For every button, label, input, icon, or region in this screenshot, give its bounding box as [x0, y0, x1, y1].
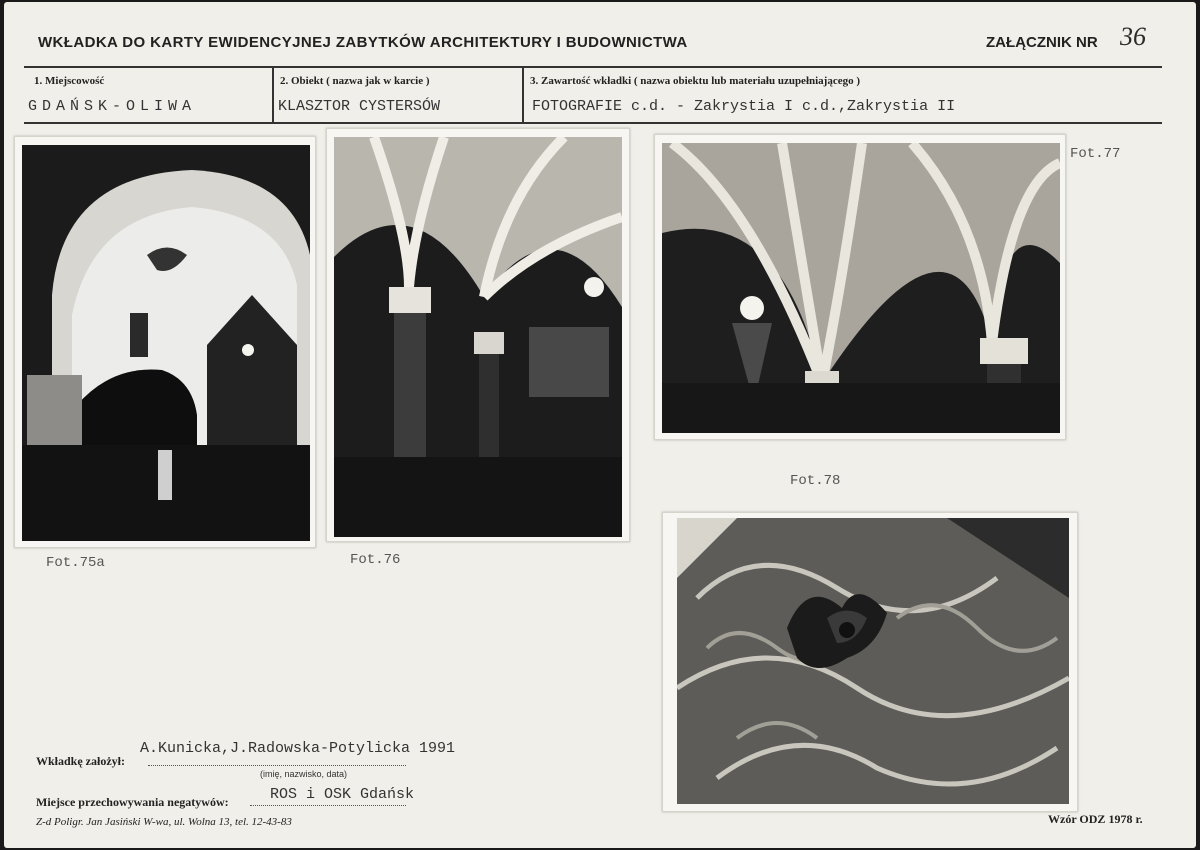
header-rule-bottom — [24, 122, 1162, 124]
record-sheet — [4, 2, 1196, 848]
storage-dotted-line — [250, 805, 406, 806]
photo-fot-76 — [326, 128, 630, 542]
field-divider-1 — [272, 66, 274, 124]
object-value: KLASZTOR CYSTERSÓW — [278, 98, 441, 115]
author-label: Wkładkę założył: — [36, 754, 125, 768]
photo-fot-78 — [662, 512, 1078, 812]
ornament-detail-image — [677, 518, 1069, 804]
content-label: 3. Zawartość wkładki ( nazwa obiektu lub materiału uzupełniającego ) — [530, 75, 861, 87]
locality-value: GDAŃSK-OLIWA — [28, 98, 197, 115]
caption-fot-77: Fot.77 — [1070, 146, 1121, 162]
caption-fot-76: Fot.76 — [350, 552, 401, 568]
author-dotted-line — [148, 765, 406, 766]
vaulted-sacristy-image — [334, 137, 622, 537]
form-reference: Wzór ODZ 1978 r. — [1048, 812, 1143, 826]
attachment-number: 36 — [1120, 22, 1146, 51]
author-hint: (imię, nazwisko, data) — [260, 769, 348, 779]
storage-label: Miejsce przechowywania negatywów: — [36, 795, 229, 809]
storage-value: ROS i OSK Gdańsk — [270, 786, 415, 803]
object-label: 2. Obiekt ( nazwa jak w karcie ) — [280, 75, 430, 87]
caption-fot-75a: Fot.75a — [46, 555, 105, 571]
author-value: A.Kunicka,J.Radowska-Potylicka 1991 — [140, 740, 456, 757]
photo-fot-77 — [654, 134, 1066, 440]
photo-fot-75a — [14, 136, 316, 548]
field-divider-2 — [522, 66, 524, 124]
vault-arch-image — [22, 145, 310, 541]
vaulted-chandelier-image — [662, 143, 1060, 433]
attachment-label: ZAŁĄCZNIK NR — [986, 34, 1098, 51]
sheet-title: WKŁADKA DO KARTY EWIDENCYJNEJ ZABYTKÓW ARCHITEKTURY I BUDOWNICTWA — [38, 34, 688, 51]
printer-imprint: Z-d Poligr. Jan Jasiński W-wa, ul. Wolna 13, tel. 12-43-83 — [36, 816, 292, 828]
caption-fot-78: Fot.78 — [790, 473, 841, 489]
locality-label: 1. Miejscowość — [34, 75, 105, 87]
header-rule-top — [24, 66, 1162, 68]
content-value: FOTOGRAFIE c.d. - Zakrystia I c.d.,Zakrystia II — [532, 98, 956, 115]
